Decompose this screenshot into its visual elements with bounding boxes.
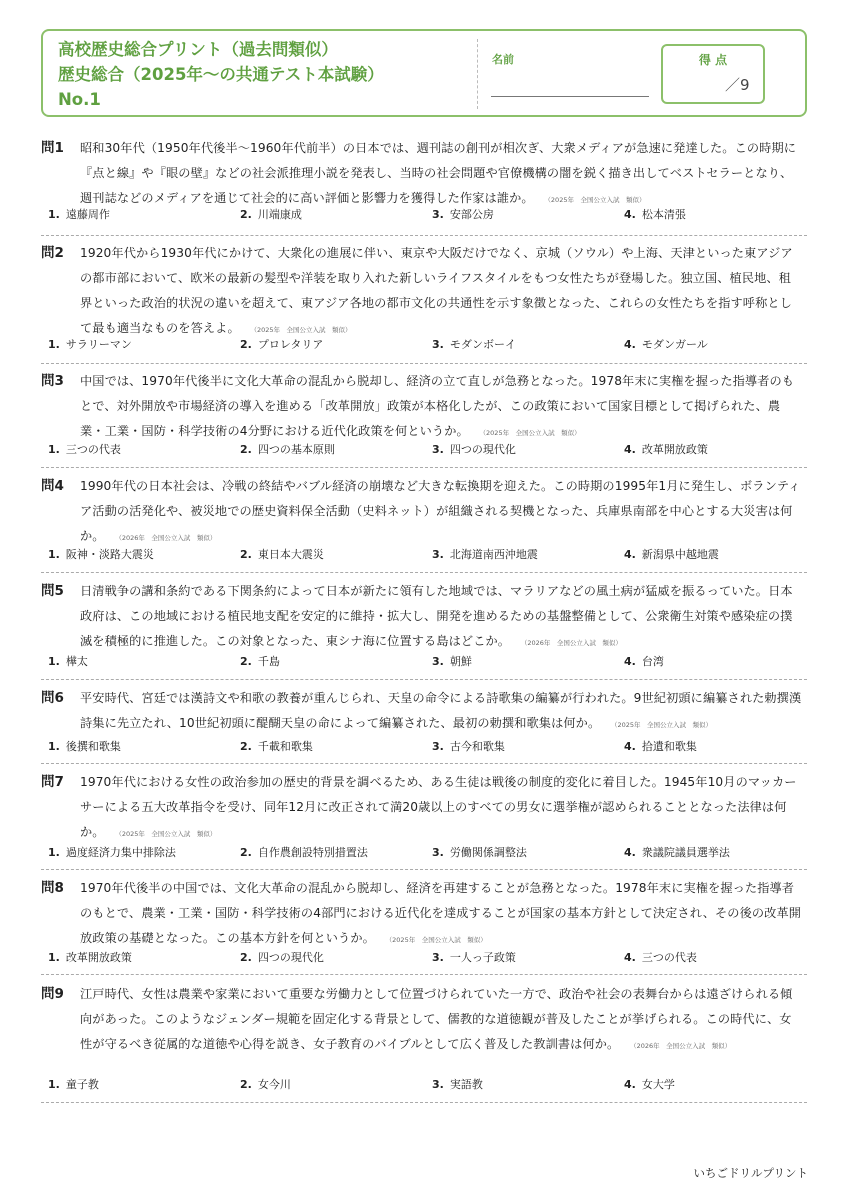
choice-3[interactable]: 3. 北海道南西沖地震 — [432, 548, 538, 561]
choice-3[interactable]: 3. 安部公房 — [432, 208, 494, 221]
question-number: 問1 — [41, 140, 64, 156]
choice-4[interactable]: 4. 台湾 — [624, 655, 664, 668]
choice-1[interactable]: 1. 童子教 — [48, 1078, 99, 1091]
divider — [41, 467, 807, 468]
choice-4[interactable]: 4. 改革開放政策 — [624, 443, 708, 456]
choice-4[interactable]: 4. モダンガール — [624, 338, 708, 351]
choice-2[interactable]: 2. プロレタリア — [240, 338, 324, 351]
choice-4[interactable]: 4. 松本清張 — [624, 208, 686, 221]
question-source: （2026年 全国公立入試 類似） — [524, 639, 622, 647]
divider — [41, 763, 807, 764]
question-text: 1990年代の日本社会は、冷戦の終結やバブル経済の崩壊など大きな転換期を迎えた。この時期の1995年1月に発生し、ボランティア活動の活発化や、被災地での歴史資料保全活動（史料ネット）が組織される契機となった、兵庫県南部を中心とする大災害は何か。 （2026年 全国公立入試 類似） — [80, 479, 801, 543]
choice-4[interactable]: 4. 衆議院議員選挙法 — [624, 846, 730, 859]
choice-1[interactable]: 1. 樺太 — [48, 655, 88, 668]
footer-brand: いちごドリルプリント — [693, 1166, 808, 1180]
question-source: （2025年 全国公立入試 類似） — [118, 830, 217, 838]
choice-4[interactable]: 4. 新潟県中越地震 — [624, 548, 719, 561]
score-box — [661, 44, 765, 104]
choice-4[interactable]: 4. 拾遺和歌集 — [624, 740, 697, 753]
question-number: 問2 — [41, 245, 64, 261]
score-value: ／9 — [725, 76, 750, 94]
choice-2[interactable]: 2. 千載和歌集 — [240, 740, 313, 753]
question-source: （2025年 全国公立入試 類似） — [547, 196, 646, 204]
divider — [41, 235, 807, 236]
choice-1[interactable]: 1. 改革開放政策 — [48, 951, 132, 964]
choice-3[interactable]: 3. 一人っ子政策 — [432, 951, 516, 964]
question-number: 問4 — [41, 478, 64, 494]
question-text: 1970年代における女性の政治参加の歴史的背景を調べるため、ある生徒は戦後の制度的変化に着目した。1945年10月のマッカーサーによる五大改革指令を受け、同年12月に改正されて満20歳以上のすべての男女に選挙権が認められることとなった法律は何か。 （2025年 全国公立入試 類似） — [80, 775, 797, 839]
choice-2[interactable]: 2. 四つの基本原則 — [240, 443, 335, 456]
choice-1[interactable]: 1. 過度経済力集中排除法 — [48, 846, 176, 859]
choice-3[interactable]: 3. モダンボーイ — [432, 338, 516, 351]
name-field[interactable] — [491, 96, 649, 97]
header-divider — [477, 39, 478, 109]
choice-1[interactable]: 1. 遠藤周作 — [48, 208, 110, 221]
choice-2[interactable]: 2. 女今川 — [240, 1078, 291, 1091]
choice-3[interactable]: 3. 古今和歌集 — [432, 740, 505, 753]
name-label: 名前 — [492, 53, 514, 66]
divider — [41, 363, 807, 364]
choice-3[interactable]: 3. 朝鮮 — [432, 655, 472, 668]
score-label: 得 点 — [698, 53, 728, 67]
question-source: （2025年 全国公立入試 類似） — [253, 326, 352, 334]
divider — [41, 1102, 807, 1103]
choice-1[interactable]: 1. サラリーマン — [48, 338, 132, 351]
question-number: 問9 — [41, 986, 64, 1002]
question-text: 平安時代、宮廷では漢詩文や和歌の教養が重んじられ、天皇の命令による詩歌集の編纂が行われた。9世紀初頭に編纂された勅撰漢詩集に先立たれ、10世紀初頭に醍醐天皇の命によって編纂された、最初の勅撰和歌集は何か。 （2025年 全国公立入試 類似） — [80, 691, 802, 730]
question-text: 日清戦争の講和条約である下関条約によって日本が新たに領有した地域では、マラリアなどの風土病が猛威を振るっていた。日本政府は、この地域における植民地支配を安定的に維持・拡大し、開発を進めるための基盤整備として、公衆衛生対策や感染症の撲滅を積極的に推進した。この対象となった、東シナ海に位置する島はどこか。 （2026年 全国公立入試 類似） — [80, 584, 793, 648]
question-text: 1970年代後半の中国では、文化大革命の混乱から脱却し、経済を再建することが急務となった。1978年末に実権を握った指導者のもとで、農業・工業・国防・科学技術の4部門における近代化を達成することが国家の基本方針として決定され、その後の改革開放政策の基礎となった。この基本方針を何というか。 （2025年 全国公立入試 類似） — [80, 881, 802, 945]
question-source: （2025年 全国公立入試 類似） — [614, 721, 713, 729]
question-number: 問3 — [41, 373, 64, 389]
divider — [41, 869, 807, 870]
choice-3[interactable]: 3. 実語教 — [432, 1078, 483, 1091]
question-source: （2025年 全国公立入試 類似） — [388, 936, 487, 944]
title-line-2: 歴史総合（2025年～の共通テスト本試験） — [58, 65, 384, 84]
question-source: （2025年 全国公立入試 類似） — [482, 429, 581, 437]
choice-3[interactable]: 3. 四つの現代化 — [432, 443, 516, 456]
question-text: 中国では、1970年代後半に文化大革命の混乱から脱却し、経済の立て直しが急務となった。1978年末に実権を握った指導者のもとで、対外開放や市場経済の導入を進める「改革開放」政策が本格化したが、この政策において国家目標として掲げられた、農業・工業・国防・科学技術の4分野における近代化政策を何というか。 （2025年 全国公立入試 類似） — [80, 374, 795, 438]
title-line-1: 高校歴史総合プリント（過去問類似） — [58, 40, 338, 59]
choice-3[interactable]: 3. 労働関係調整法 — [432, 846, 527, 859]
choice-2[interactable]: 2. 自作農創設特別措置法 — [240, 846, 368, 859]
question-text: 昭和30年代（1950年代後半～1960年代前半）の日本では、週刊誌の創刊が相次ぎ、大衆メディアが急速に発達した。この時期に『点と線』や『眼の壁』などの社会派推理小説を発表し、当時の社会問題や官僚機構の闇を鋭く描き出してベストセラーとなり、週刊誌などのメディアを通じて社会的に高い評価と影響力を獲得した作家は誰か。 （2025年 全国公立入試 類似） — [80, 141, 797, 205]
divider — [41, 679, 807, 680]
choice-4[interactable]: 4. 女大学 — [624, 1078, 675, 1091]
choice-4[interactable]: 4. 三つの代表 — [624, 951, 697, 964]
question-text: 1920年代から1930年代にかけて、大衆化の進展に伴い、東京や大阪だけでなく、京城（ソウル）や上海、天津といった東アジアの都市部において、欧米の最新の髪型や洋装を取り入れた新しいライフスタイルをもつ女性たちが登場した。独立国、植民地、租界といった政治的状況の違いを超えて、東アジア各地の都市文化の共通性を示す象徴となった、これらの女性たちを指す呼称として最も適当なものを答えよ。 （2025年 全国公立入試 類似） — [80, 246, 793, 335]
choice-2[interactable]: 2. 千島 — [240, 655, 280, 668]
choice-1[interactable]: 1. 阪神・淡路大震災 — [48, 548, 154, 561]
divider — [41, 974, 807, 975]
divider — [41, 572, 807, 573]
question-number: 問8 — [41, 880, 64, 896]
choice-2[interactable]: 2. 川端康成 — [240, 208, 302, 221]
choice-2[interactable]: 2. 東日本大震災 — [240, 548, 324, 561]
question-number: 問5 — [41, 583, 64, 599]
choice-1[interactable]: 1. 三つの代表 — [48, 443, 121, 456]
page-title — [58, 37, 384, 112]
question-source: （2026年 全国公立入試 類似） — [633, 1042, 732, 1050]
title-line-3: No.1 — [58, 90, 101, 109]
question-text: 江戸時代、女性は農業や家業において重要な労働力として位置づけられていた一方で、政治や社会の表舞台からは遠ざけられる傾向があった。このようなジェンダー規範を固定化する背景として、儒教的な道徳観が普及したことが挙げられる。この時代に、女性が守るべき従属的な道徳や心得を説き、女子教育のバイブルとして広く普及した教訓書は何か。 （2026年 全国公立入試 類似） — [80, 987, 793, 1051]
question-source: （2026年 全国公立入試 類似） — [118, 534, 217, 542]
question-number: 問7 — [41, 774, 64, 790]
question-number: 問6 — [41, 690, 64, 706]
choice-2[interactable]: 2. 四つの現代化 — [240, 951, 324, 964]
choice-1[interactable]: 1. 後撰和歌集 — [48, 740, 121, 753]
header-box — [41, 29, 807, 117]
